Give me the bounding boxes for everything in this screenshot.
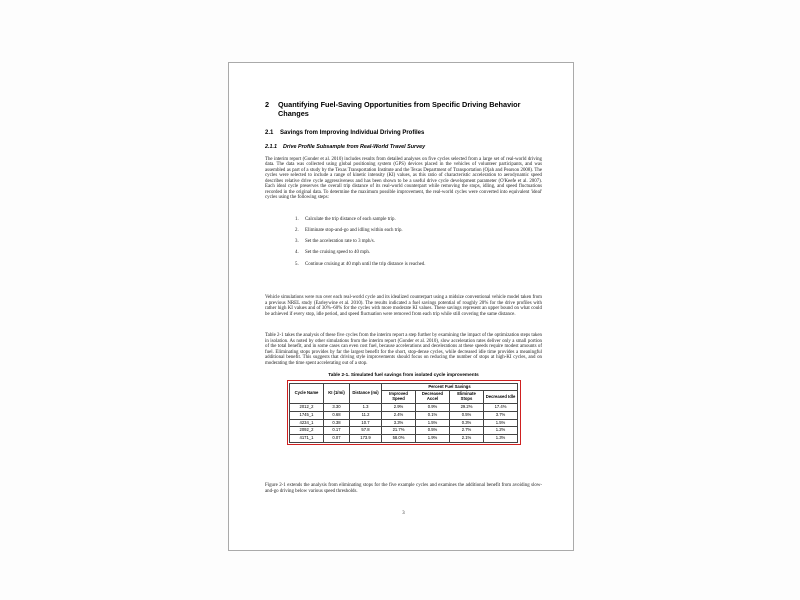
table-cell: 0.07 <box>324 435 350 443</box>
table-cell: 1.3 <box>350 403 382 411</box>
table-cell: 10.7 <box>350 419 382 427</box>
table-cell: 1.5% <box>416 419 450 427</box>
table-caption: Table 2-1. Simulated fuel savings from isolated cycle improvements <box>328 371 479 377</box>
table-cell: 0.5% <box>450 411 484 419</box>
table-cell: 4171_1 <box>290 435 324 443</box>
ideal-cycle-steps-list <box>295 217 522 267</box>
table-cell: 29.2% <box>450 403 484 411</box>
table-cell: 1.2% <box>484 427 518 435</box>
table-cell: 0.9% <box>416 403 450 411</box>
column-header-decreased-idle: Decreased Idle <box>484 391 518 404</box>
list-item <box>295 262 522 268</box>
paragraph-simulation-results: Vehicle simulations were run over each real-world cycle and its idealized counterpart using a midsize conventional vehicle model taken from a previous NREL study (Earleywine et al. 2010). The results indicated a fuel savings potential of roughly 20% for the drive profiles with rather high KI values and of 30%–60% for the cycles with more moderate KI values. These savings represent an upper bound on what could be achieved if every stop, idle period, and speed fluctuation were removed from each trip while still covering the same distance. <box>265 295 542 317</box>
list-item <box>295 250 522 256</box>
page-content <box>265 101 542 516</box>
table-cell: 2092_2 <box>290 427 324 435</box>
list-item-number: 1. <box>295 216 299 222</box>
table-cell: 2.9% <box>382 403 416 411</box>
subsection-heading <box>265 130 542 137</box>
table-row <box>290 411 518 419</box>
table-row <box>290 435 518 443</box>
table-cell: 0.68 <box>324 411 350 419</box>
table-cell: 0.3% <box>450 419 484 427</box>
section-heading <box>265 101 542 118</box>
table-cell: 2012_2 <box>290 403 324 411</box>
list-item-number: 4. <box>295 250 299 256</box>
table-cell: 0.17 <box>324 427 350 435</box>
table-cell: 2.4% <box>382 411 416 419</box>
paragraph-figure-reference: Figure 2-1 extends the analysis from eliminating stops for the five example cycles and examines the additional benefit from avoiding slow-and-go driving below various speed thresholds. <box>265 483 542 494</box>
table-body <box>290 403 518 442</box>
column-header-eliminate-stops: Eliminate Stops <box>450 391 484 404</box>
table-container <box>265 380 542 445</box>
column-header-cycle-name: Cycle Name <box>290 383 324 403</box>
document-page <box>228 62 574 551</box>
fuel-savings-table <box>289 383 518 443</box>
column-group-header-percent-fuel-savings: Percent Fuel Savings <box>382 383 518 391</box>
table-cell: 2.1% <box>450 435 484 443</box>
column-header-improved-speed: Improved Speed <box>382 391 416 404</box>
subsection-number: 2.1 <box>265 130 274 137</box>
section-number: 2 <box>265 100 270 109</box>
table-cell: 58.0% <box>382 435 416 443</box>
table-cell: 1.3% <box>484 435 518 443</box>
table-cell: 17.4% <box>484 403 518 411</box>
list-item-text: Eliminate stop-and-go and idling within each trip. <box>305 228 403 234</box>
table-cell: 21.7% <box>382 427 416 435</box>
section-title: Quantifying Fuel-Saving Opportunities from Specific Driving Behavior Changes <box>278 100 521 118</box>
subsubsection-title: Drive Profile Subsample from Real-World Travel Survey <box>283 144 426 151</box>
table-cell: 173.9 <box>350 435 382 443</box>
table-row <box>290 427 518 435</box>
list-item <box>295 228 522 234</box>
table-cell: 3.3% <box>382 419 416 427</box>
subsection-title: Savings from Improving Individual Driving Profiles <box>280 130 425 137</box>
list-item-text: Continue cruising at 40 mph until the trip distance is reached. <box>305 261 426 267</box>
paragraph-table-discussion: Table 2-1 takes the analysis of these five cycles from the interim report a step further by examining the impact of the optimization steps taken in isolation. As noted by other simulations from the interim report (Gonder et al. 2010), slow acceleration rates deliver only a small portion of the total benefit, and in some cases can even cost fuel, because accelerations and decelerations at these speeds require modest amounts of fuel. Eliminating stops provides by far the largest benefit for the short, stop-dense cycles, while decreased idle time provides a meaningful additional benefit. This suggests that driving style improvements should focus on reducing the number of stops at high-KI cycles, and on moderating the time spent accelerating out of a stop. <box>265 333 542 366</box>
table-cell: 1.5% <box>484 419 518 427</box>
subsubsection-number: 2.1.1 <box>265 144 277 151</box>
table-cell: 11.2 <box>350 411 382 419</box>
table-cell: 0.5% <box>416 427 450 435</box>
list-item <box>295 217 522 223</box>
table-cell: 0.38 <box>324 419 350 427</box>
list-item-text: Calculate the trip distance of each sample trip. <box>305 216 396 222</box>
table-cell: 3.7% <box>484 411 518 419</box>
list-item-number: 5. <box>295 261 299 267</box>
column-header-decreased-accel: Decreased Accel <box>416 391 450 404</box>
list-item-number: 3. <box>295 239 299 245</box>
subsubsection-heading <box>265 144 542 150</box>
column-header-distance: Distance (mi) <box>350 383 382 403</box>
table-cell: 1.9% <box>416 435 450 443</box>
list-item-number: 2. <box>295 228 299 234</box>
table-cell: 0.1% <box>416 411 450 419</box>
table-row <box>290 419 518 427</box>
table-cell: 1745_1 <box>290 411 324 419</box>
table-head <box>290 383 518 403</box>
list-item-text: Set the acceleration rate to 3 mph/s. <box>305 239 375 245</box>
column-header-ki: KI (1/mi) <box>324 383 350 403</box>
table-row <box>290 403 518 411</box>
paragraph-intro: The interim report (Gonder et al. 2010) includes results from detailed analyses on five cycles selected from a large set of real-world driving data. The data was collected using global positioning system (GPS) devices placed in the vehicles of volunteer participants, and was assembled as part of a study by the Texas Transportation Institute and the Texas Department of Transportation (Ojah and Pearson 2008). The cycles were selected to include a range of kinetic intensity (KI) values, as this ratio of characteristic acceleration to aerodynamic speed describes relative drive cycle aggressiveness and has been shown to be a useful drive cycle development parameter (O'Keefe et al. 2007). Each ideal cycle preserves the overall trip distance of its real-world counterpart while removing the stops, idling, and speed fluctuations recorded in the original data. To determine the maximum possible improvement, the real-world cycles were converted into equivalent 'ideal' cycles using the following steps: <box>265 156 542 201</box>
table-cell: 3.30 <box>324 403 350 411</box>
list-item <box>295 239 522 245</box>
table-cell: 2.7% <box>450 427 484 435</box>
page-number: 3 <box>402 510 405 516</box>
table-cell: 4234_1 <box>290 419 324 427</box>
table-cell: 57.8 <box>350 427 382 435</box>
table-highlight-annotation <box>287 380 521 445</box>
table-header-row <box>290 383 518 391</box>
list-item-text: Set the cruising speed to 40 mph. <box>305 250 371 256</box>
